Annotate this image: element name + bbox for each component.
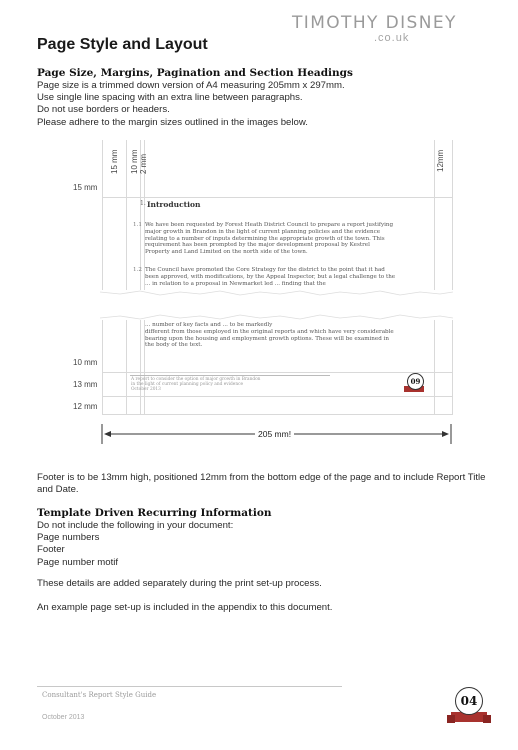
margin-guide-15mm [126, 140, 127, 415]
footer-instructions [37, 472, 486, 496]
mock-line: Property and Land Limited on the north side of the town. [145, 249, 308, 256]
label-footer-10mm: 10 mm [73, 358, 98, 367]
mock-heading: Introduction [147, 200, 201, 209]
page-number-badge: 04 [455, 687, 483, 715]
mock-line: different from those employed in the original reports and which have very considerable [145, 328, 394, 335]
section2-note-print: These details are added separately during the print set-up process. [37, 578, 322, 589]
mock-line: The Council have promoted the Core Strategy for the district to the point that it had [145, 267, 385, 273]
mock-footer-text [131, 377, 260, 393]
section1-line: Page size is a trimmed down version of A4 measuring 205mm x 297mm. [37, 80, 345, 91]
mock-line: ... number of key facts and ... to be markedly [145, 322, 273, 328]
mock-line: bearing upon the housing and employment growth options. These will be examined in [145, 335, 389, 342]
mock-paragraph [145, 222, 393, 256]
mock-footer-line: A report to consider the option of major growth in Brandon [131, 377, 261, 382]
page-left-edge [102, 140, 103, 415]
label-top-15mm: 15 mm [73, 183, 98, 192]
footer-instructions-line: Footer is to be 13mm high, positioned 12mm from the bottom edge of the page and to include Report Title [37, 472, 486, 483]
section-heading-template-info: Template Driven Recurring Information [37, 507, 272, 519]
section1-line: Please adhere to the margin sizes outlined in the images below. [37, 116, 308, 128]
brand-domain: .co.uk [374, 32, 410, 44]
mock-paragraph [145, 322, 394, 349]
label-footer-13mm: 13 mm [73, 380, 98, 389]
mock-paragraph [145, 267, 395, 287]
mock-heading-number: 1. [140, 200, 146, 207]
section2-line: Page number motif [37, 556, 119, 568]
footer-guide-top [102, 372, 452, 373]
mock-para-number: 1.1 [133, 222, 142, 228]
mock-line: relating to a number of inputs determining the appropriate growth of the town. This [145, 235, 385, 242]
mock-line: ... in relation to a proposal in Newmarket led ... finding that the [145, 280, 326, 287]
section1-line: Do not use borders or headers. [37, 104, 170, 116]
width-label: 205 mm! [255, 429, 294, 439]
mock-line: requirement has been prompted by the major development proposal by Kestrel [145, 242, 370, 249]
label-15mm: 15 mm [110, 149, 119, 174]
ribbon-tail-left [447, 715, 455, 723]
section2-line: Do not include the following in your document: [37, 520, 234, 531]
page-bottom-edge [102, 414, 452, 415]
mock-line: We have been requested by Forest Heath District Council to prepare a report justifying [145, 222, 394, 228]
section1-line: Use single line spacing with an extra line between paragraphs. [37, 92, 303, 104]
label-footer-12mm: 12 mm [73, 402, 98, 411]
margin-guide-top-15mm [102, 197, 452, 198]
section2-line: Page numbers [37, 532, 100, 544]
mock-para-number: 1.2 [133, 267, 142, 273]
label-12mm-right: 12mm [436, 149, 445, 172]
margin-guide-right-12mm [434, 140, 435, 415]
page-break-gap [100, 290, 453, 320]
mock-line: major growth in Brandon in the light of current planning policies and the evidence [145, 228, 381, 235]
page-footer-guide-title: Consultant's Report Style Guide [42, 691, 157, 699]
section2-line: Footer [37, 544, 65, 556]
page-title: Page Style and Layout [37, 36, 208, 53]
mock-footer-line: in the light of current planning policy and evidence [131, 382, 244, 388]
page-footer-date: October 2013 [42, 714, 85, 721]
mock-footer-rule [130, 375, 330, 376]
footer-guide-bottom [102, 396, 452, 397]
page-right-edge [452, 140, 453, 415]
mock-line: been approved, with modifications, by the Appeal Inspector, but a legal challenge to the [145, 273, 396, 280]
label-2mm: 2 mm [139, 154, 148, 174]
ribbon-tail-right [483, 715, 491, 723]
mock-line: the body of the text. [145, 342, 203, 349]
footer-instructions-line: and Date. [37, 484, 79, 496]
label-10mm: 10 mm [130, 149, 139, 174]
section2-list [37, 520, 233, 569]
mock-page-number-badge: 09 [407, 373, 424, 390]
section2-note-appendix: An example page set-up is included in the appendix to this document. [37, 602, 333, 613]
margin-diagram [73, 140, 453, 415]
brand-name: TIMOTHY DISNEY [292, 13, 457, 33]
section-heading-page-size: Page Size, Margins, Pagination and Section Headings [37, 67, 353, 79]
margin-guide-10mm [140, 140, 141, 415]
section1-text [37, 80, 345, 129]
page-footer-rule [37, 686, 342, 687]
torn-edge-graphic [100, 290, 453, 320]
mock-footer-line: October 2013 [131, 387, 161, 393]
